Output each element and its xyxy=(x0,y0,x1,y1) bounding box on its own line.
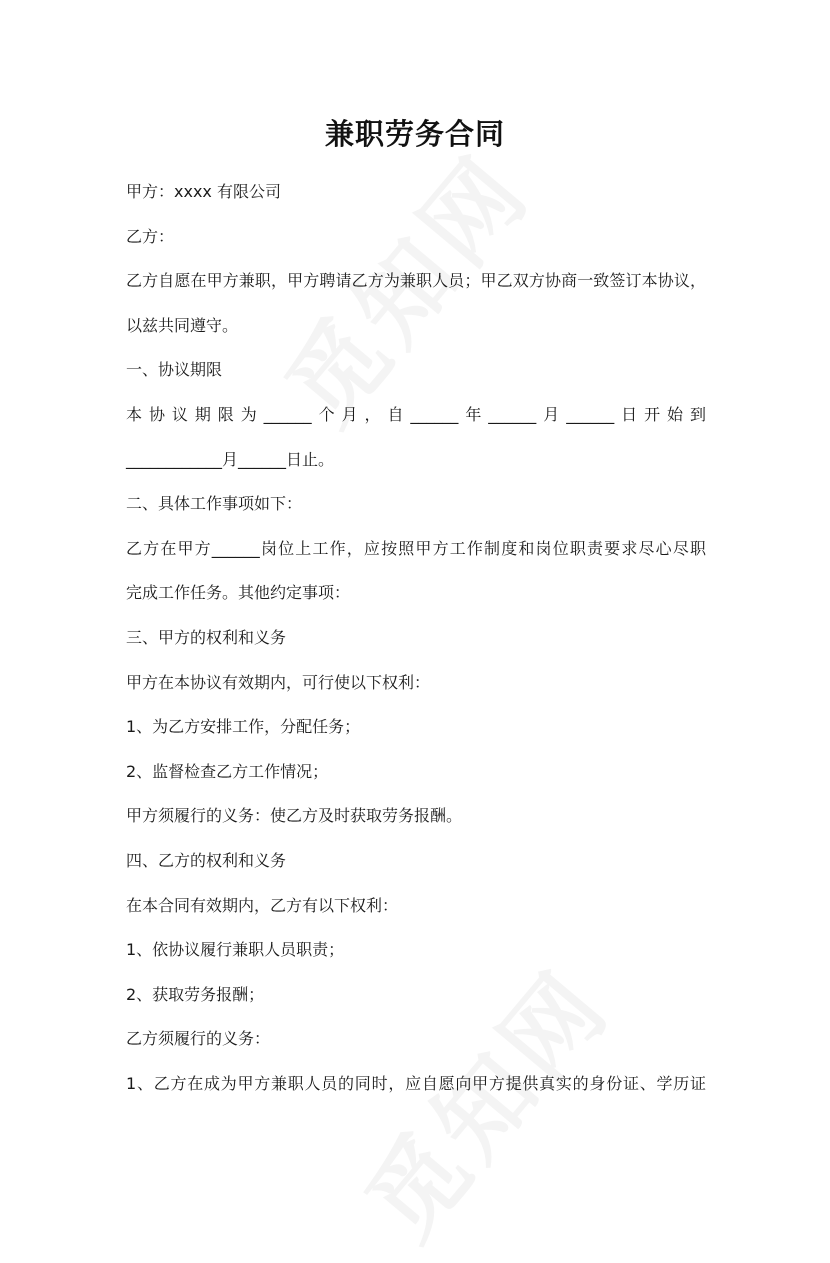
paragraph: 甲方在本协议有效期内，可行使以下权利： xyxy=(126,672,431,692)
list-item: 1、乙方在成为甲方兼职人员的同时，应自愿向甲方提供真实的身份证、学历证 xyxy=(126,1073,706,1093)
section-heading: 四、乙方的权利和义务 xyxy=(126,850,287,870)
document-title: 兼职劳务合同 xyxy=(324,117,505,151)
paragraph: 乙方在甲方______岗位上工作，应按照甲方工作制度和岗位职责要求尽心尽职 xyxy=(126,538,706,558)
paragraph: 以兹共同遵守。 xyxy=(126,315,239,335)
list-item: 2、获取劳务报酬； xyxy=(126,984,265,1004)
paragraph: 甲方须履行的义务：使乙方及时获取劳务报酬。 xyxy=(126,806,463,826)
paragraph: 完成工作任务。其他约定事项： xyxy=(126,583,351,603)
paragraph: 在本合同有效期内，乙方有以下权利： xyxy=(126,895,399,915)
section-heading: 二、具体工作事项如下： xyxy=(126,494,303,514)
paragraph: 乙方自愿在甲方兼职，甲方聘请乙方为兼职人员；甲乙双方协商一致签订本协议， xyxy=(126,271,706,291)
list-item: 2、监督检查乙方工作情况； xyxy=(126,761,329,781)
paragraph: 乙方须履行的义务： xyxy=(126,1029,271,1049)
section-heading: 一、协议期限 xyxy=(126,360,223,380)
paragraph: 甲方：xxxx 有限公司 xyxy=(126,182,281,201)
paragraph: ____________月______日止。 xyxy=(126,449,335,469)
section-heading: 三、甲方的权利和义务 xyxy=(126,627,287,647)
document-body xyxy=(126,170,706,1106)
paragraph: 乙方： xyxy=(126,226,175,246)
list-item: 1、依协议履行兼职人员职责； xyxy=(126,940,345,960)
paragraph: 本协议期限为______个月，自______年______月______日开始到 xyxy=(126,404,706,424)
list-item: 1、为乙方安排工作，分配任务； xyxy=(126,717,361,737)
